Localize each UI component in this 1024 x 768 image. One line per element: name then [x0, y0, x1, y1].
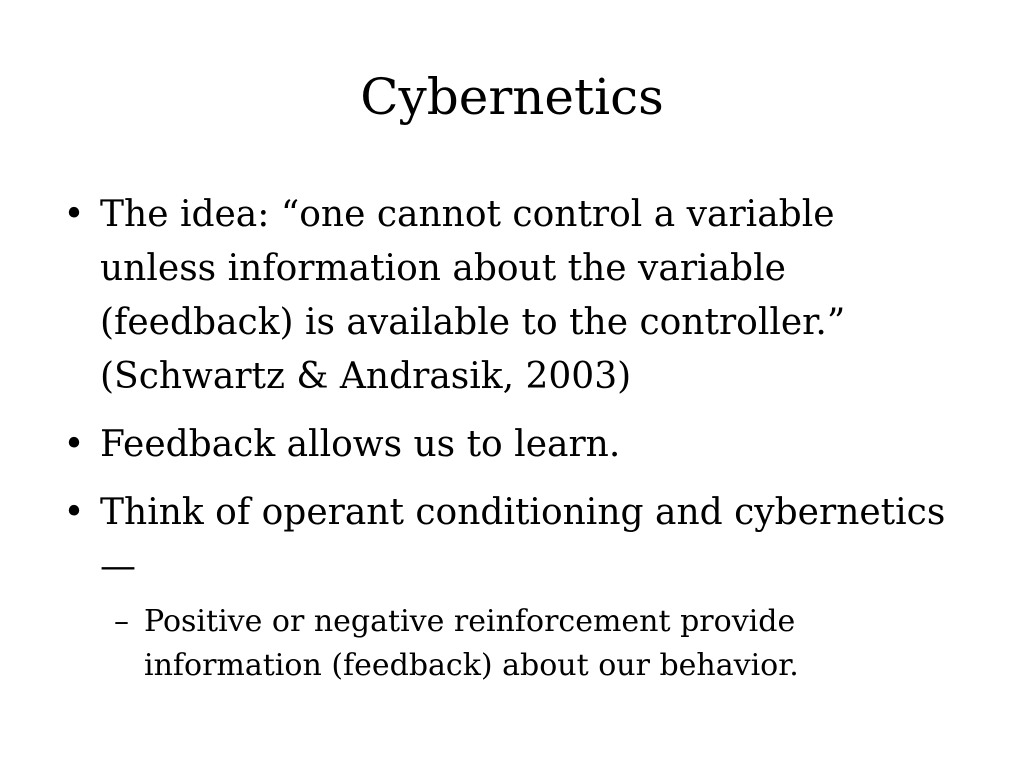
subbullet-marker: –: [114, 604, 129, 639]
bullet-marker: •: [63, 492, 85, 533]
bullet-marker: •: [63, 194, 85, 235]
slide-title: Cybernetics: [360, 68, 664, 126]
bullet-text: Feedback allows us to learn.: [100, 424, 621, 465]
bullet-marker: •: [63, 424, 85, 465]
slide-body: [60, 188, 960, 688]
bullet-item: [60, 188, 960, 404]
bullet-text: The idea: “one cannot control a variable unless information about the variable (feedback) is available to the controller.” (Schwartz & Andrasik, 2003): [100, 194, 846, 397]
bullet-text: Think of operant conditioning and cybernetics—: [100, 492, 946, 587]
bullet-item: [60, 486, 960, 594]
subbullet-text: Positive or negative reinforcement provide information (feedback) about our behavior.: [144, 604, 799, 683]
bullet-item: [60, 418, 960, 472]
subbullet-item: [114, 600, 960, 688]
